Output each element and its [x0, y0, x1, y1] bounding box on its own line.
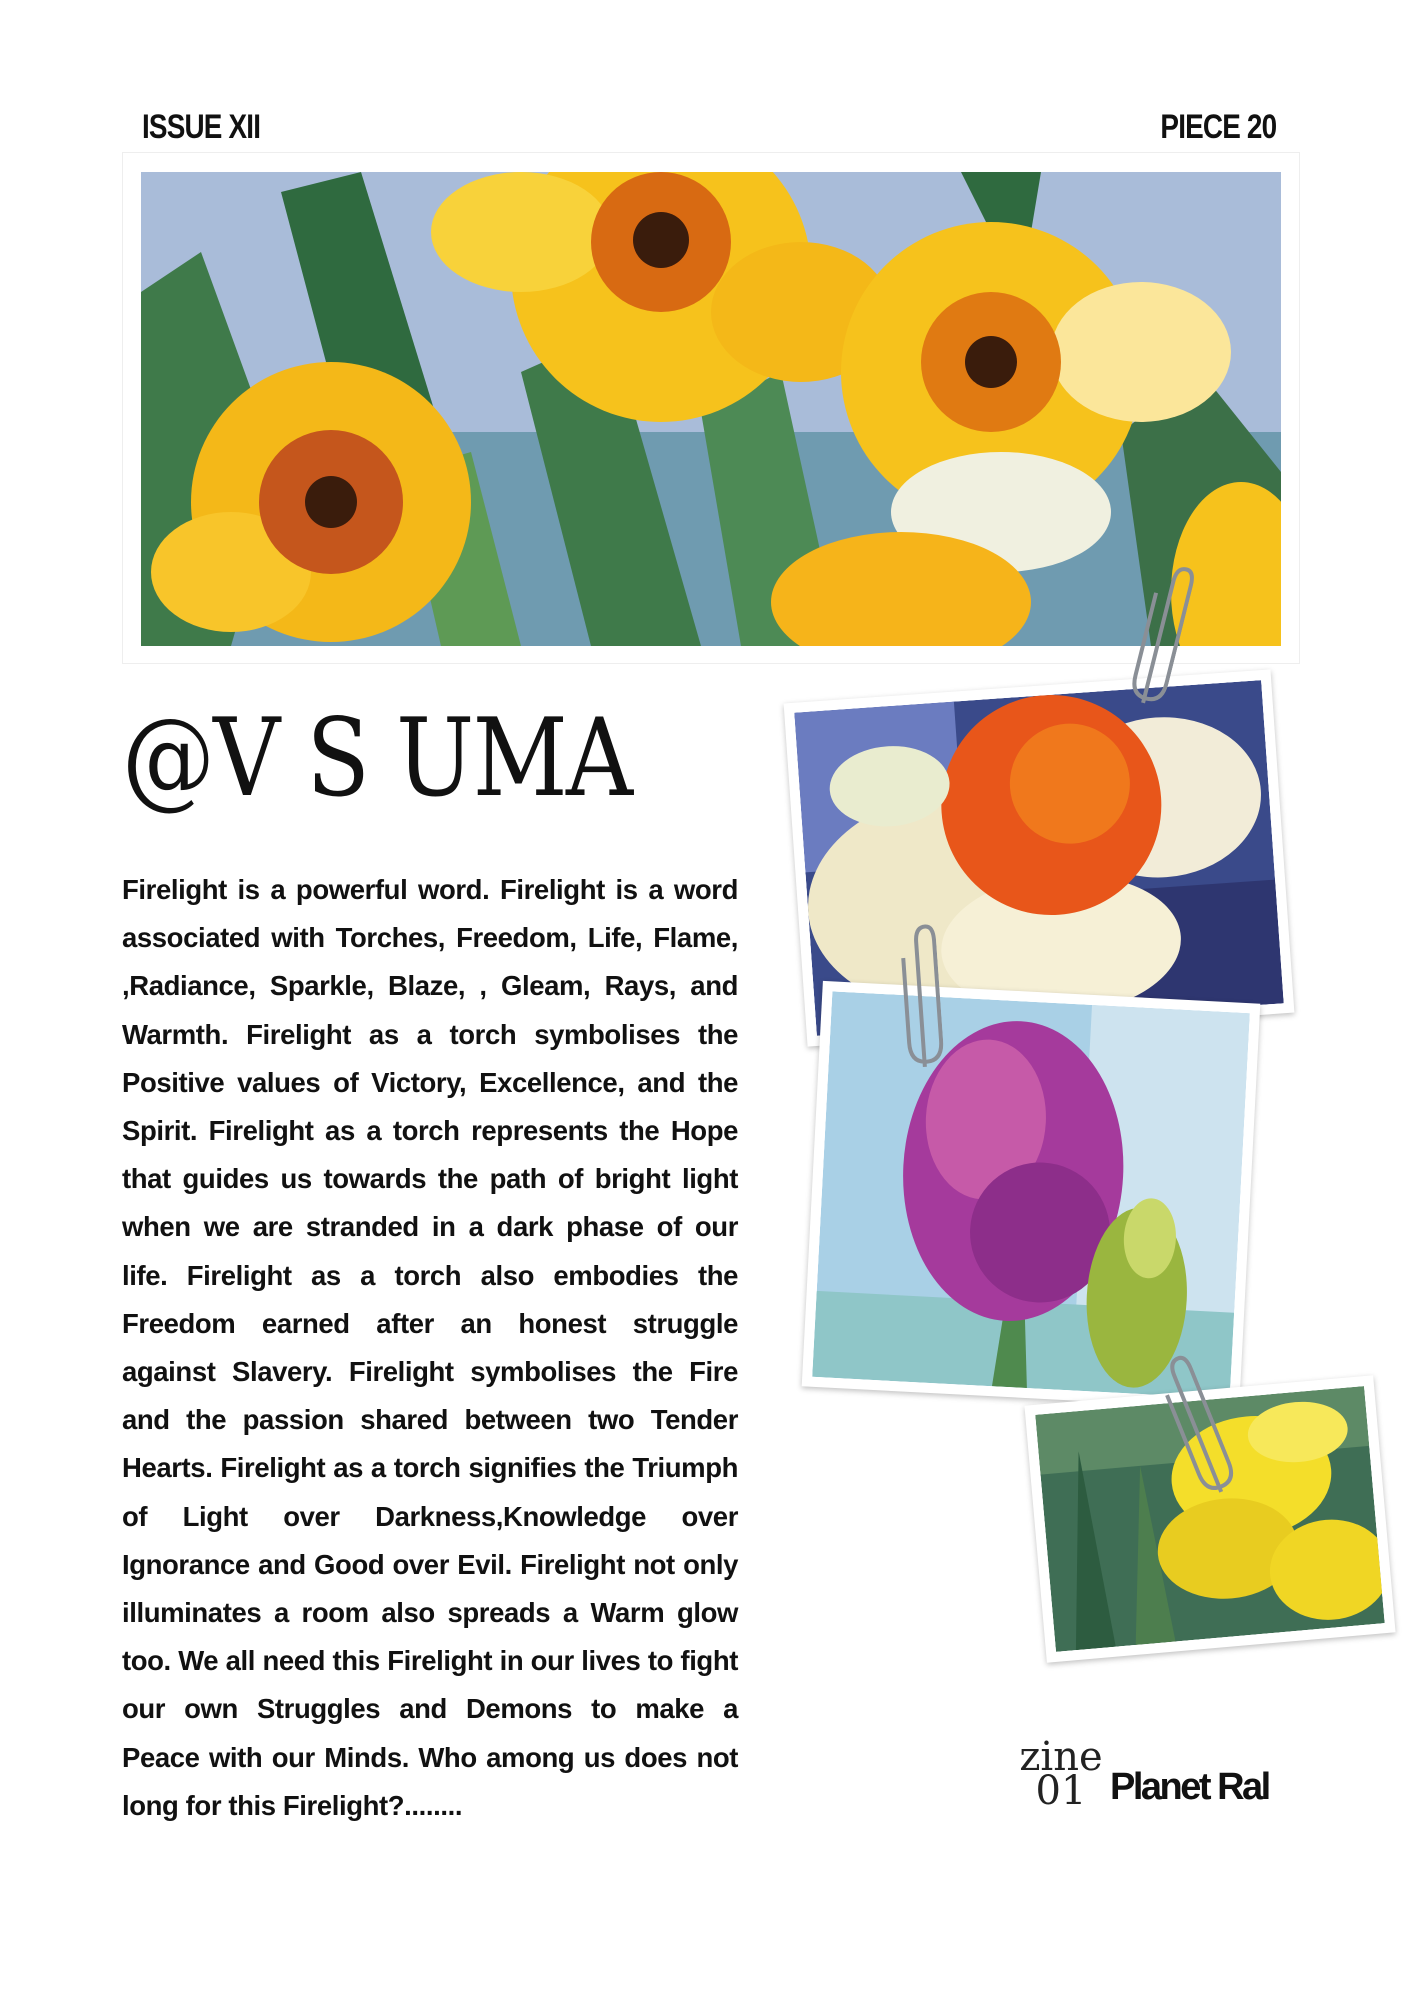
artist-handle: @V S UMA	[122, 696, 632, 821]
zine-mark	[1018, 1734, 1104, 1814]
zine-number: 01	[1035, 1768, 1087, 1814]
zine-word: zine	[1019, 1734, 1103, 1780]
brand-name: Planet Ral	[1110, 1766, 1269, 1808]
hero-daffodils-painting	[141, 172, 1281, 646]
issue-label: ISSUE XII	[142, 108, 261, 146]
piece-label: PIECE 20	[1160, 108, 1276, 146]
article-body: Firelight is a powerful word. Firelight is a word associated with Torches, Freedom, Life, Flame, ,Radiance, Sparkle, Blaze, , Gleam, Rays, and Warmth. Firelight as a torch symbolises the Positive values of Victory, Excellence, and the Spirit. Firelight as a torch represents the Hope that guides us towards the path of bright light when we are stranded in a dark phase of our life. Firelight as a torch also embodies the Freedom earned after an honest struggle against Slavery. Firelight symbolises the Fire and the passion shared between two Tender Hearts. Firelight as a torch signifies the Triumph of Light over Darkness,Knowledge over Ignorance and Good over Evil. Firelight not only illuminates a room also spreads a Warm glow too. We all need this Firelight in our lives to fight our own Struggles and Demons to make a Peace with our Minds. Who among us does not long for this Firelight?........	[122, 874, 738, 1821]
photo-hyacinth	[802, 981, 1261, 1409]
zine-logo	[1018, 1734, 1278, 1830]
